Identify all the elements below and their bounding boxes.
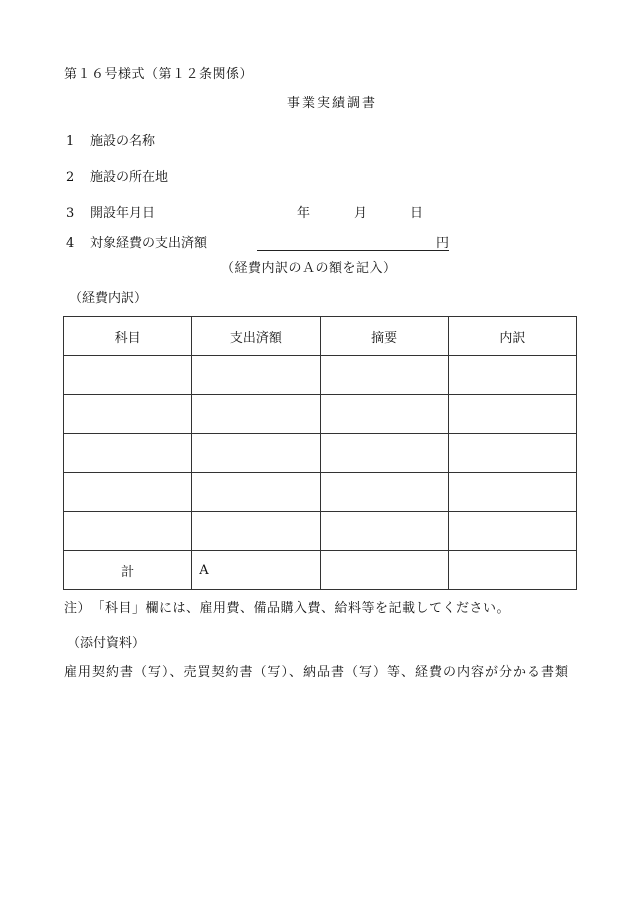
table-cell: [64, 395, 192, 434]
table-cell: [320, 395, 448, 434]
item-expenditure-amount: [66, 237, 207, 250]
date-year-unit: 年: [297, 206, 311, 221]
item-number: 4: [66, 236, 75, 251]
table-cell: [320, 512, 448, 551]
item-label: 施設の所在地: [90, 170, 169, 185]
item-number: 2: [66, 170, 75, 185]
table-total-row: [64, 551, 577, 590]
table-row: [64, 473, 577, 512]
document-title: 事業実績調書: [286, 96, 377, 111]
table-cell: [320, 551, 448, 590]
table-cell: [192, 512, 320, 551]
table-cell: [448, 473, 576, 512]
amount-underline: [257, 250, 449, 251]
table-row: [64, 512, 577, 551]
table-cell: [64, 356, 192, 395]
footnote: 注） 「科目」欄には、雇用費、備品購入費、給料等を記載してください。: [64, 601, 511, 616]
table-cell: [64, 512, 192, 551]
table-row: [64, 434, 577, 473]
table-row: [64, 395, 577, 434]
table-cell: [448, 356, 576, 395]
item-label: 開設年月日: [90, 206, 156, 221]
date-day-unit: 日: [410, 206, 424, 221]
table-cell: [448, 551, 576, 590]
expense-breakdown-table: [63, 316, 577, 590]
table-cell: [448, 512, 576, 551]
amount-unit: 円: [436, 236, 450, 251]
table-cell: [320, 356, 448, 395]
attachments-heading: （添付資料）: [67, 636, 146, 651]
table-cell: [192, 473, 320, 512]
breakdown-heading: （経費内訳）: [69, 291, 148, 306]
item-opening-date: [66, 207, 155, 220]
column-header-summary: 摘要: [320, 317, 448, 356]
column-header-amount: 支出済額: [192, 317, 320, 356]
column-header-details: 内訳: [448, 317, 576, 356]
table-cell: [64, 434, 192, 473]
amount-note: （経費内訳のＡの額を記入）: [221, 261, 397, 276]
item-number: 3: [66, 206, 75, 221]
table-header-row: [64, 317, 577, 356]
table-cell: [320, 473, 448, 512]
total-label-cell: 計: [64, 551, 192, 590]
table-cell: [64, 473, 192, 512]
item-number: 1: [66, 134, 75, 149]
date-month-unit: 月: [354, 206, 368, 221]
total-amount-cell: A: [192, 551, 320, 590]
table-cell: [192, 356, 320, 395]
item-label: 対象経費の支出済額: [90, 236, 208, 251]
attachments-text: 雇用契約書（写）、売買契約書（写）、納品書（写）等、経費の内容が分かる書類: [64, 665, 570, 680]
table-cell: [320, 434, 448, 473]
table-cell: [192, 395, 320, 434]
column-header-category: 科目: [64, 317, 192, 356]
table-cell: [448, 434, 576, 473]
table-cell: [448, 395, 576, 434]
item-facility-name: [66, 135, 155, 148]
item-facility-address: [66, 171, 168, 184]
table-cell: [192, 434, 320, 473]
table-row: [64, 356, 577, 395]
item-label: 施設の名称: [90, 134, 156, 149]
form-number: 第１６号様式（第１２条関係）: [64, 67, 254, 82]
